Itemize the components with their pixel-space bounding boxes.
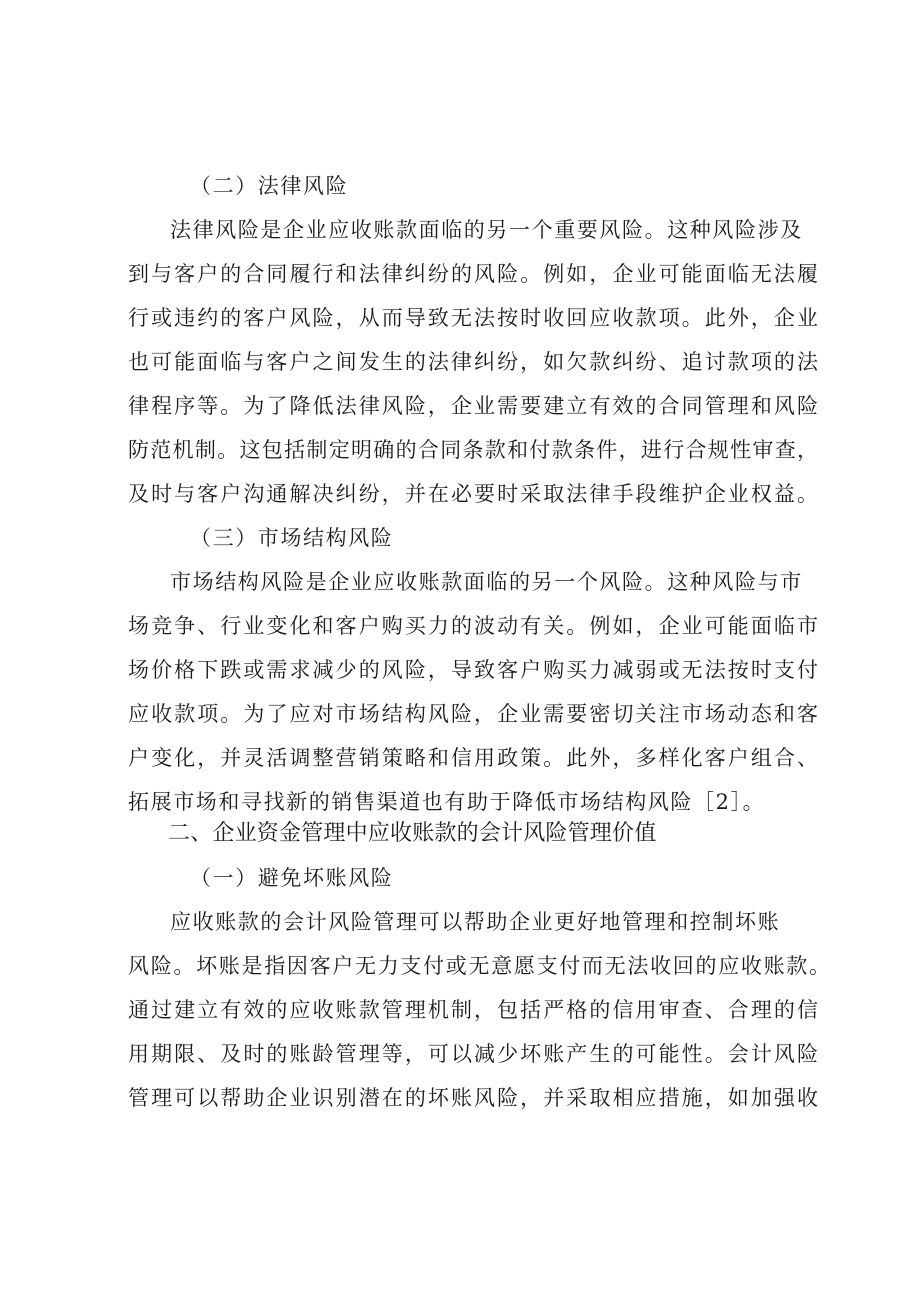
paragraph-line: 律程序等。为了降低法律风险，企业需要建立有效的合同管理和风险	[128, 394, 818, 418]
paragraph-line: 也可能面临与客户之间发生的法律纠纷，如欠款纠纷、追讨款项的法	[128, 350, 818, 374]
paragraph-line: 及时与客户沟通解决纠纷，并在必要时采取法律手段维护企业权益。	[128, 482, 818, 506]
paragraph-line: 户变化，并灵活调整营销策略和信用政策。此外，多样化客户组合、	[128, 746, 818, 770]
paragraph-line: 应收账款的会计风险管理可以帮助企业更好地管理和控制坏账	[170, 910, 781, 934]
paragraph-line: 用期限、及时的账龄管理等，可以减少坏账产生的可能性。会计风险	[128, 1042, 818, 1066]
section-heading: 二、企业资金管理中应收账款的会计风险管理价值	[168, 821, 657, 846]
paragraph-line: 行或违约的客户风险，从而导致无法按时收回应收款项。此外，企业	[128, 306, 818, 330]
subsection-title-bad-debt-risk: （一）避免坏账风险	[190, 866, 394, 890]
paragraph-line: 市场结构风险是企业应收账款面临的另一个风险。这种风险与市	[170, 570, 803, 594]
paragraph-line: 场价格下跌或需求减少的风险，导致客户购买力减弱或无法按时支付	[128, 658, 818, 682]
paragraph-line: 风险。坏账是指因客户无力支付或无意愿支付而无法收回的应收账款。	[128, 954, 830, 978]
subsection-title-market-structure-risk: （三）市场结构风险	[190, 526, 394, 550]
paragraph-line: 通过建立有效的应收账款管理机制，包括严格的信用审查、合理的信	[128, 998, 818, 1022]
paragraph-line: 场竞争、行业变化和客户购买力的波动有关。例如，企业可能面临市	[128, 614, 818, 638]
subsection-title-legal-risk: （二）法律风险	[190, 174, 349, 198]
paragraph-line: 到与客户的合同履行和法律纠纷的风险。例如，企业可能面临无法履	[128, 262, 818, 286]
paragraph-line: 法律风险是企业应收账款面临的另一个重要风险。这种风险涉及	[170, 218, 803, 242]
paragraph-line: 拓展市场和寻找新的销售渠道也有助于降低市场结构风险［2］。	[128, 790, 766, 814]
paragraph-line: 防范机制。这包括制定明确的合同条款和付款条件，进行合规性审查，	[128, 438, 818, 462]
paragraph-line: 应收款项。为了应对市场结构风险，企业需要密切关注市场动态和客	[128, 702, 818, 726]
paragraph-line: 管理可以帮助企业识别潜在的坏账风险，并采取相应措施，如加强收	[128, 1086, 818, 1110]
